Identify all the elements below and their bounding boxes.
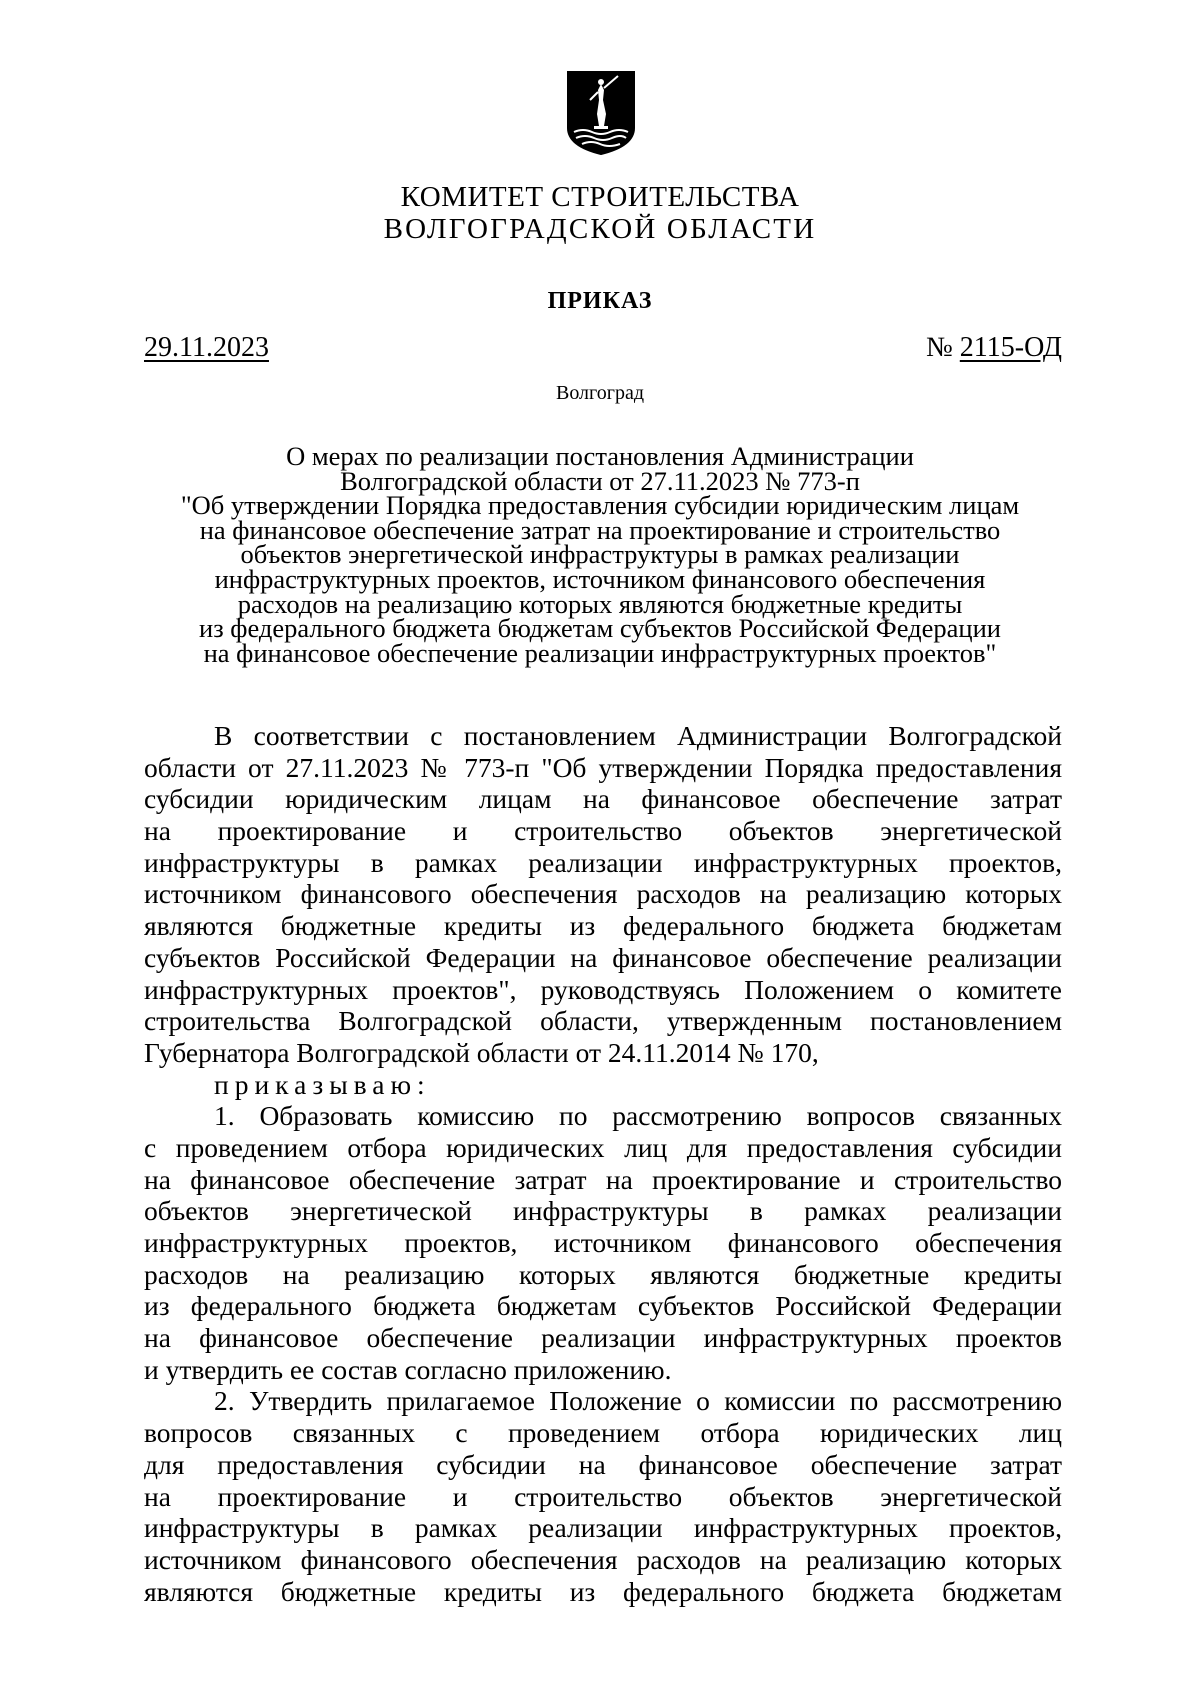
title-line: инфраструктурных проектов, источником финансового обеспечения — [214, 563, 986, 594]
title-line: О мерах по реализации постановления Администрации — [286, 441, 914, 471]
document-number-value: 2115-ОД — [959, 332, 1062, 363]
body-line: инфраструктурных проектов, источником финансового обеспечения — [144, 1227, 1062, 1258]
document-number — [926, 332, 1062, 364]
body-line: инфраструктурных проектов", руководствуясь Положением о комитете — [144, 973, 1062, 1005]
body-line: на финансовое обеспечение затрат на проектирование и строительство — [144, 1163, 1062, 1195]
body-line: источником финансового обеспечения расходов на реализацию которых — [144, 1543, 1062, 1575]
title-line: расходов на реализацию которых являются бюджетные кредиты — [237, 588, 963, 619]
body-line: области от 27.11.2023 № 773-п "Об утверждении Порядка предоставления — [144, 751, 1062, 783]
organization-name-line-2: ВОЛГОГРАДСКОЙ ОБЛАСТИ — [383, 213, 817, 245]
body-line: расходов на реализацию которых являются бюджетные кредиты — [144, 1258, 1062, 1290]
document-city: Волгоград — [555, 382, 645, 404]
order-word: приказываю: — [214, 1068, 431, 1100]
title-line: Волгоградской области от 27.11.2023 № 773-п — [340, 465, 860, 496]
document-title — [0, 441, 1200, 668]
body-line: на проектирование и строительство объектов энергетической — [144, 1480, 1062, 1512]
organization-name-line-1: КОМИТЕТ СТРОИТЕЛЬСТВА — [400, 181, 800, 213]
body-line: объектов энергетической инфраструктуры в рамках реализации — [144, 1195, 1062, 1227]
title-line: объектов энергетической инфраструктуры в рамках реализации — [240, 539, 960, 570]
body-line: 2. Утвердить прилагаемое Положение о комиссии по рассмотрению — [214, 1385, 1062, 1417]
document-body — [144, 720, 1062, 1607]
title-line: на финансовое обеспечение затрат на проектирование и строительство — [199, 514, 1001, 545]
body-line: вопросов связанных с проведением отбора юридических лиц — [144, 1417, 1062, 1449]
document-type: ПРИКАЗ — [547, 288, 653, 314]
title-line: из федерального бюджета бюджетам субъектов Российской Федерации — [199, 613, 1001, 644]
document-number-prefix: № — [926, 332, 960, 363]
body-line: В соответствии с постановлением Администрации Волгоградской — [214, 720, 1062, 751]
body-line: инфраструктуры в рамках реализации инфраструктурных проектов, — [144, 1512, 1062, 1544]
body-line: с проведением отбора юридических лиц для предоставления субсидии — [144, 1131, 1062, 1163]
body-line: для предоставления субсидии на финансовое обеспечение затрат — [144, 1448, 1062, 1480]
body-line: субъектов Российской Федерации на финансовое обеспечение реализации — [144, 941, 1062, 973]
title-line: на финансовое обеспечение реализации инфраструктурных проектов" — [203, 637, 997, 668]
body-line: субсидии юридическим лицам на финансовое обеспечение затрат — [144, 783, 1062, 815]
body-line: инфраструктуры в рамках реализации инфраструктурных проектов, — [144, 846, 1062, 878]
body-line: из федерального бюджета бюджетам субъектов Российской Федерации — [144, 1290, 1062, 1322]
document-date: 29.11.2023 — [144, 332, 269, 363]
title-line: "Об утверждении Порядка предоставления субсидии юридическим лицам — [180, 490, 1020, 521]
body-line: являются бюджетные кредиты из федерального бюджета бюджетам — [144, 910, 1062, 942]
body-line: на финансовое обеспечение реализации инфраструктурных проектов — [144, 1322, 1062, 1354]
body-line: 1. Образовать комиссию по рассмотрению вопросов связанных — [214, 1100, 1062, 1132]
body-line: являются бюджетные кредиты из федерального бюджета бюджетам — [144, 1575, 1062, 1607]
body-line: Губернатора Волгоградской области от 24.11.2014 № 170, — [144, 1036, 819, 1068]
body-line: на проектирование и строительство объектов энергетической — [144, 815, 1062, 847]
body-line: источником финансового обеспечения расходов на реализацию которых — [144, 878, 1062, 910]
body-line: строительства Волгоградской области, утвержденным постановлением — [144, 1005, 1062, 1037]
body-line: и утвердить ее состав согласно приложению. — [144, 1353, 672, 1385]
volgograd-coat-of-arms-icon — [566, 70, 636, 156]
